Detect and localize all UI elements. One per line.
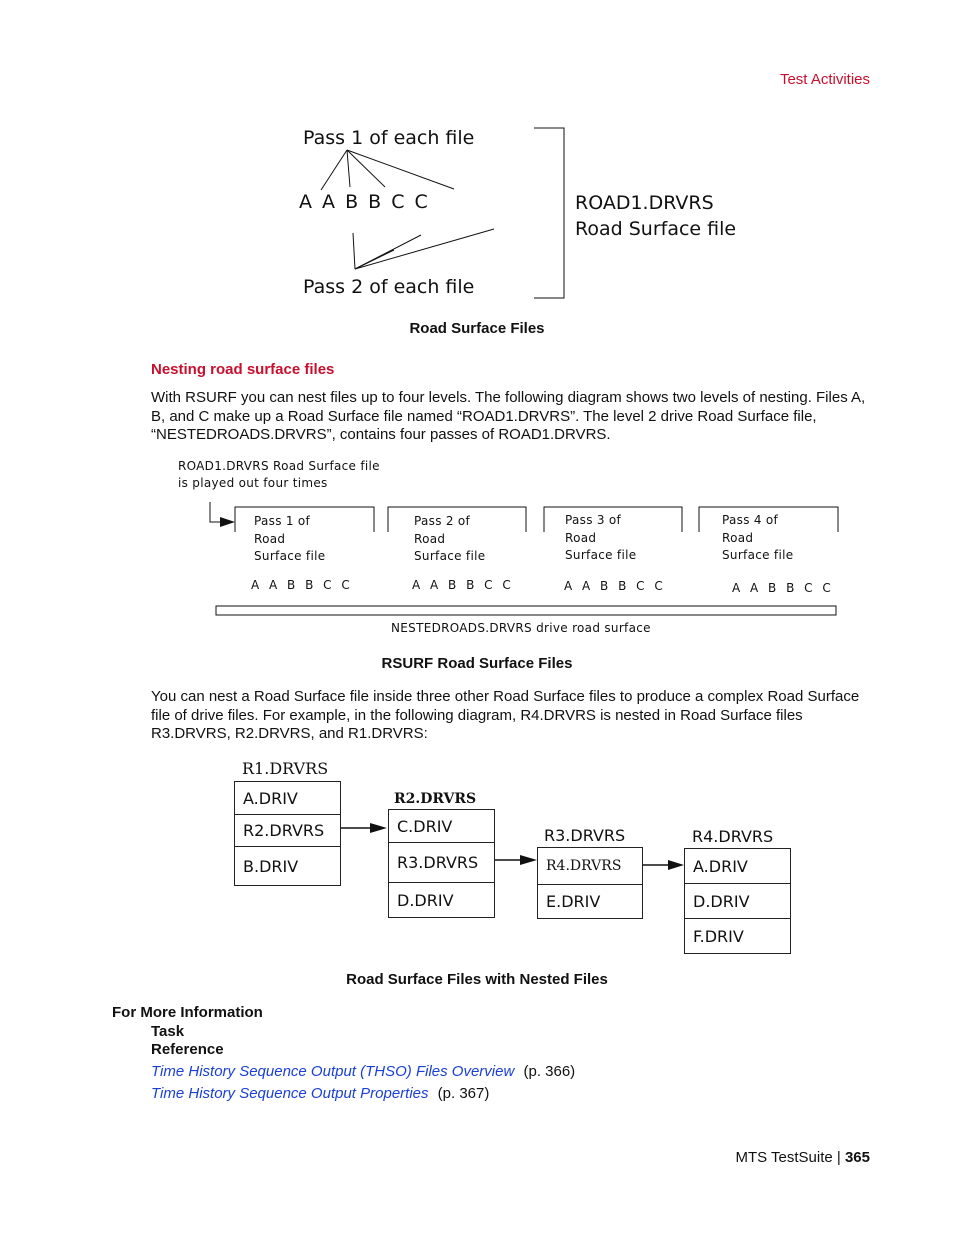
fig2-pass-2-files: A A B B C C <box>412 578 514 592</box>
reference-item-2 <box>151 1085 489 1102</box>
figure-rsurf-road-surface-files <box>0 450 954 650</box>
r3-row-2: E.DRIV <box>537 884 643 919</box>
r2-title: R2.DRVRS <box>394 791 477 807</box>
figure3-caption: Road Surface Files with Nested Files <box>346 971 608 988</box>
r3-title: R3.DRVRS <box>544 826 626 845</box>
fig2-pass-4-line1: Pass 4 of <box>722 513 779 527</box>
r3-row-1: R4.DRVRS <box>537 847 643 885</box>
fig1-file-name: ROAD1.DRVRS <box>575 192 714 214</box>
fig1-connector-lines <box>0 0 954 320</box>
page-footer <box>735 1149 870 1166</box>
fig2-pass-4-line3: Surface file <box>722 548 794 562</box>
fig2-pass-3-line3: Surface file <box>565 548 637 562</box>
fig2-intro-line1: ROAD1.DRVRS Road Surface file <box>178 459 380 473</box>
fig2-pass-2-line2: Road <box>414 531 446 546</box>
fig2-pass-3-line2: Road <box>565 530 597 545</box>
figure2-caption: RSURF Road Surface Files <box>381 655 573 672</box>
section-heading: Nesting road surface files <box>151 361 335 378</box>
r2-row-3: D.DRIV <box>388 882 495 918</box>
fig2-bar-label: NESTEDROADS.DRVRS drive road surface <box>391 621 651 635</box>
footer-separator: | <box>836 1149 841 1166</box>
r4-row-2: D.DRIV <box>684 883 791 919</box>
fig2-pass-1-line3: Surface file <box>254 549 326 563</box>
section-paragraph-1: With RSURF you can nest files up to four levels. The following diagram shows two levels of nesting. Files A, B, and C make up a Road Surface file named “ROAD1.DRVRS”. The level 2 drive Road Surface file, “NESTEDROADS.DRVRS”, contains four passes of ROAD1.DRVRS. <box>151 389 866 443</box>
fig2-frames <box>0 450 954 650</box>
fig1-pass1-label: Pass 1 of each file <box>303 127 475 149</box>
thso-properties-page: (p. 367) <box>437 1085 490 1102</box>
thso-overview-link[interactable]: Time History Sequence Output (THSO) Files Overview <box>151 1063 515 1080</box>
thso-properties-link[interactable]: Time History Sequence Output Properties <box>151 1085 429 1102</box>
section-header: Test Activities <box>779 71 870 88</box>
fig2-pass-4-files: A A B B C C <box>732 581 834 595</box>
r2-row-1: C.DRIV <box>388 809 495 843</box>
fig2-pass-1-line2: Road <box>254 531 286 546</box>
fig2-pass-2-line3: Surface file <box>414 549 486 563</box>
r1-row-1: A.DRIV <box>234 781 341 815</box>
r2-row-2: R3.DRVRS <box>388 842 495 883</box>
footer-page-number: 365 <box>844 1149 870 1166</box>
fig2-pass-1-files: A A B B C C <box>251 578 353 592</box>
more-info-reference: Reference <box>151 1041 224 1058</box>
reference-item-1 <box>151 1063 575 1080</box>
figure1-caption: Road Surface Files <box>409 320 545 337</box>
r1-row-3: B.DRIV <box>234 846 341 886</box>
figure-nested-files <box>0 750 954 960</box>
fig1-pass2-label: Pass 2 of each file <box>303 276 475 298</box>
r4-title: R4.DRVRS <box>692 827 774 846</box>
section-paragraph-2: You can nest a Road Surface file inside three other Road Surface files to produce a complex Road Surface file of drive files. For example, in the following diagram, R4.DRVRS is nested in Road Surface files R3.DRVRS, R2.DRVRS, and R1.DRVRS: <box>151 688 860 742</box>
figure-road-surface-files <box>0 0 954 320</box>
thso-overview-page: (p. 366) <box>523 1063 576 1080</box>
fig1-file-desc: Road Surface file <box>575 218 737 240</box>
r4-row-3: F.DRIV <box>684 918 791 954</box>
r1-title: R1.DRVRS <box>242 759 329 778</box>
fig3-arrows <box>0 750 954 960</box>
fig2-pass-3-line1: Pass 3 of <box>565 513 622 527</box>
more-info-title: For More Information <box>112 1004 263 1021</box>
fig2-pass-3-files: A A B B C C <box>564 579 666 593</box>
r4-row-1: A.DRIV <box>684 848 791 884</box>
fig1-files-label: A A B B C C <box>299 191 430 213</box>
r1-row-2: R2.DRVRS <box>234 814 341 847</box>
fig2-pass-4-line2: Road <box>722 530 754 545</box>
more-info-task: Task <box>151 1023 185 1040</box>
fig2-intro-line2: is played out four times <box>178 476 328 490</box>
footer-product: MTS TestSuite <box>735 1149 833 1166</box>
fig2-pass-1-line1: Pass 1 of <box>254 514 311 528</box>
fig2-pass-2-line1: Pass 2 of <box>414 514 471 528</box>
